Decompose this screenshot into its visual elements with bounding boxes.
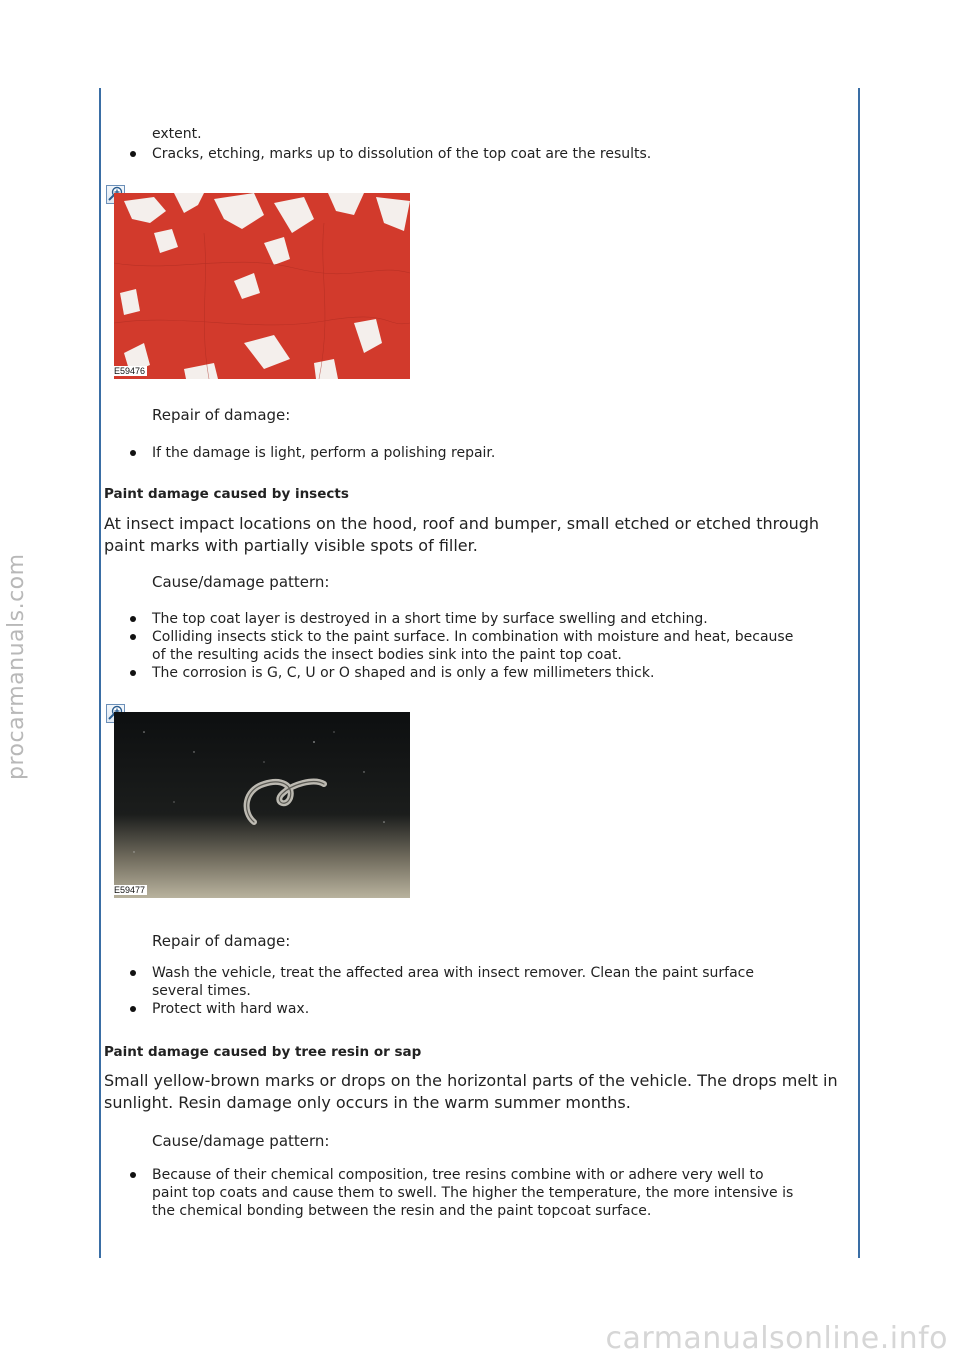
list-item: Protect with hard wax. [104, 1000, 794, 1018]
repair-title: Repair of damage: [152, 406, 291, 424]
insect-damage-photo [114, 712, 410, 898]
repair-bullet-list [104, 444, 794, 462]
list-item: The corrosion is G, C, U or O shaped and is only a few millimeters thick. [104, 664, 794, 682]
resin-paragraph: Small yellow-brown marks or drops on the horizontal parts of the vehicle. The drops melt in sunlight. Resin damage only occurs in the warm summer months. [104, 1071, 838, 1112]
section-heading-insects: Paint damage caused by insects [104, 486, 349, 502]
cause-bullet-list [104, 610, 794, 682]
section-heading-resin: Paint damage caused by tree resin or sap [104, 1044, 422, 1060]
list-item: The top coat layer is destroyed in a short time by surface swelling and etching. [104, 610, 794, 628]
list-item: Colliding insects stick to the paint surface. In combination with moisture and heat, because of the resulting acids the insect bodies sink into the paint top coat. [104, 628, 794, 664]
left-margin-rule [99, 88, 101, 1258]
figure-insect-damage [106, 704, 406, 899]
repair-title: Repair of damage: [152, 932, 291, 950]
cause-title: Cause/damage pattern: [152, 573, 330, 591]
list-item: If the damage is light, perform a polishing repair. [104, 444, 794, 462]
list-item: Cracks, etching, marks up to dissolution of the top coat are the results. [104, 145, 794, 163]
top-bullet-list [104, 145, 794, 163]
list-item: Wash the vehicle, treat the affected area with insect remover. Clean the paint surface several times. [104, 964, 794, 1000]
figure-label: E59476 [114, 366, 146, 376]
list-item: Because of their chemical composition, tree resins combine with or adhere very well to paint top coats and cause them to swell. The higher the temperature, the more intensive is the chemical bonding between the resin and the paint topcoat surface. [104, 1166, 794, 1220]
cause-bullet-list [104, 1166, 794, 1220]
side-watermark: procarmanuals.com [4, 553, 29, 780]
cracked-paint-photo [114, 193, 410, 379]
cause-title: Cause/damage pattern: [152, 1132, 330, 1150]
figure-cracked-paint [106, 185, 406, 380]
bottom-watermark: carmanualsonline.info [605, 1321, 948, 1356]
insects-paragraph: At insect impact locations on the hood, roof and bumper, small etched or etched through paint marks with partially visible spots of filler. [104, 514, 820, 555]
figure-label: E59477 [114, 885, 146, 895]
repair-bullet-list [104, 964, 794, 1018]
continuation-text: extent. [152, 126, 202, 142]
right-margin-rule [858, 88, 860, 1258]
